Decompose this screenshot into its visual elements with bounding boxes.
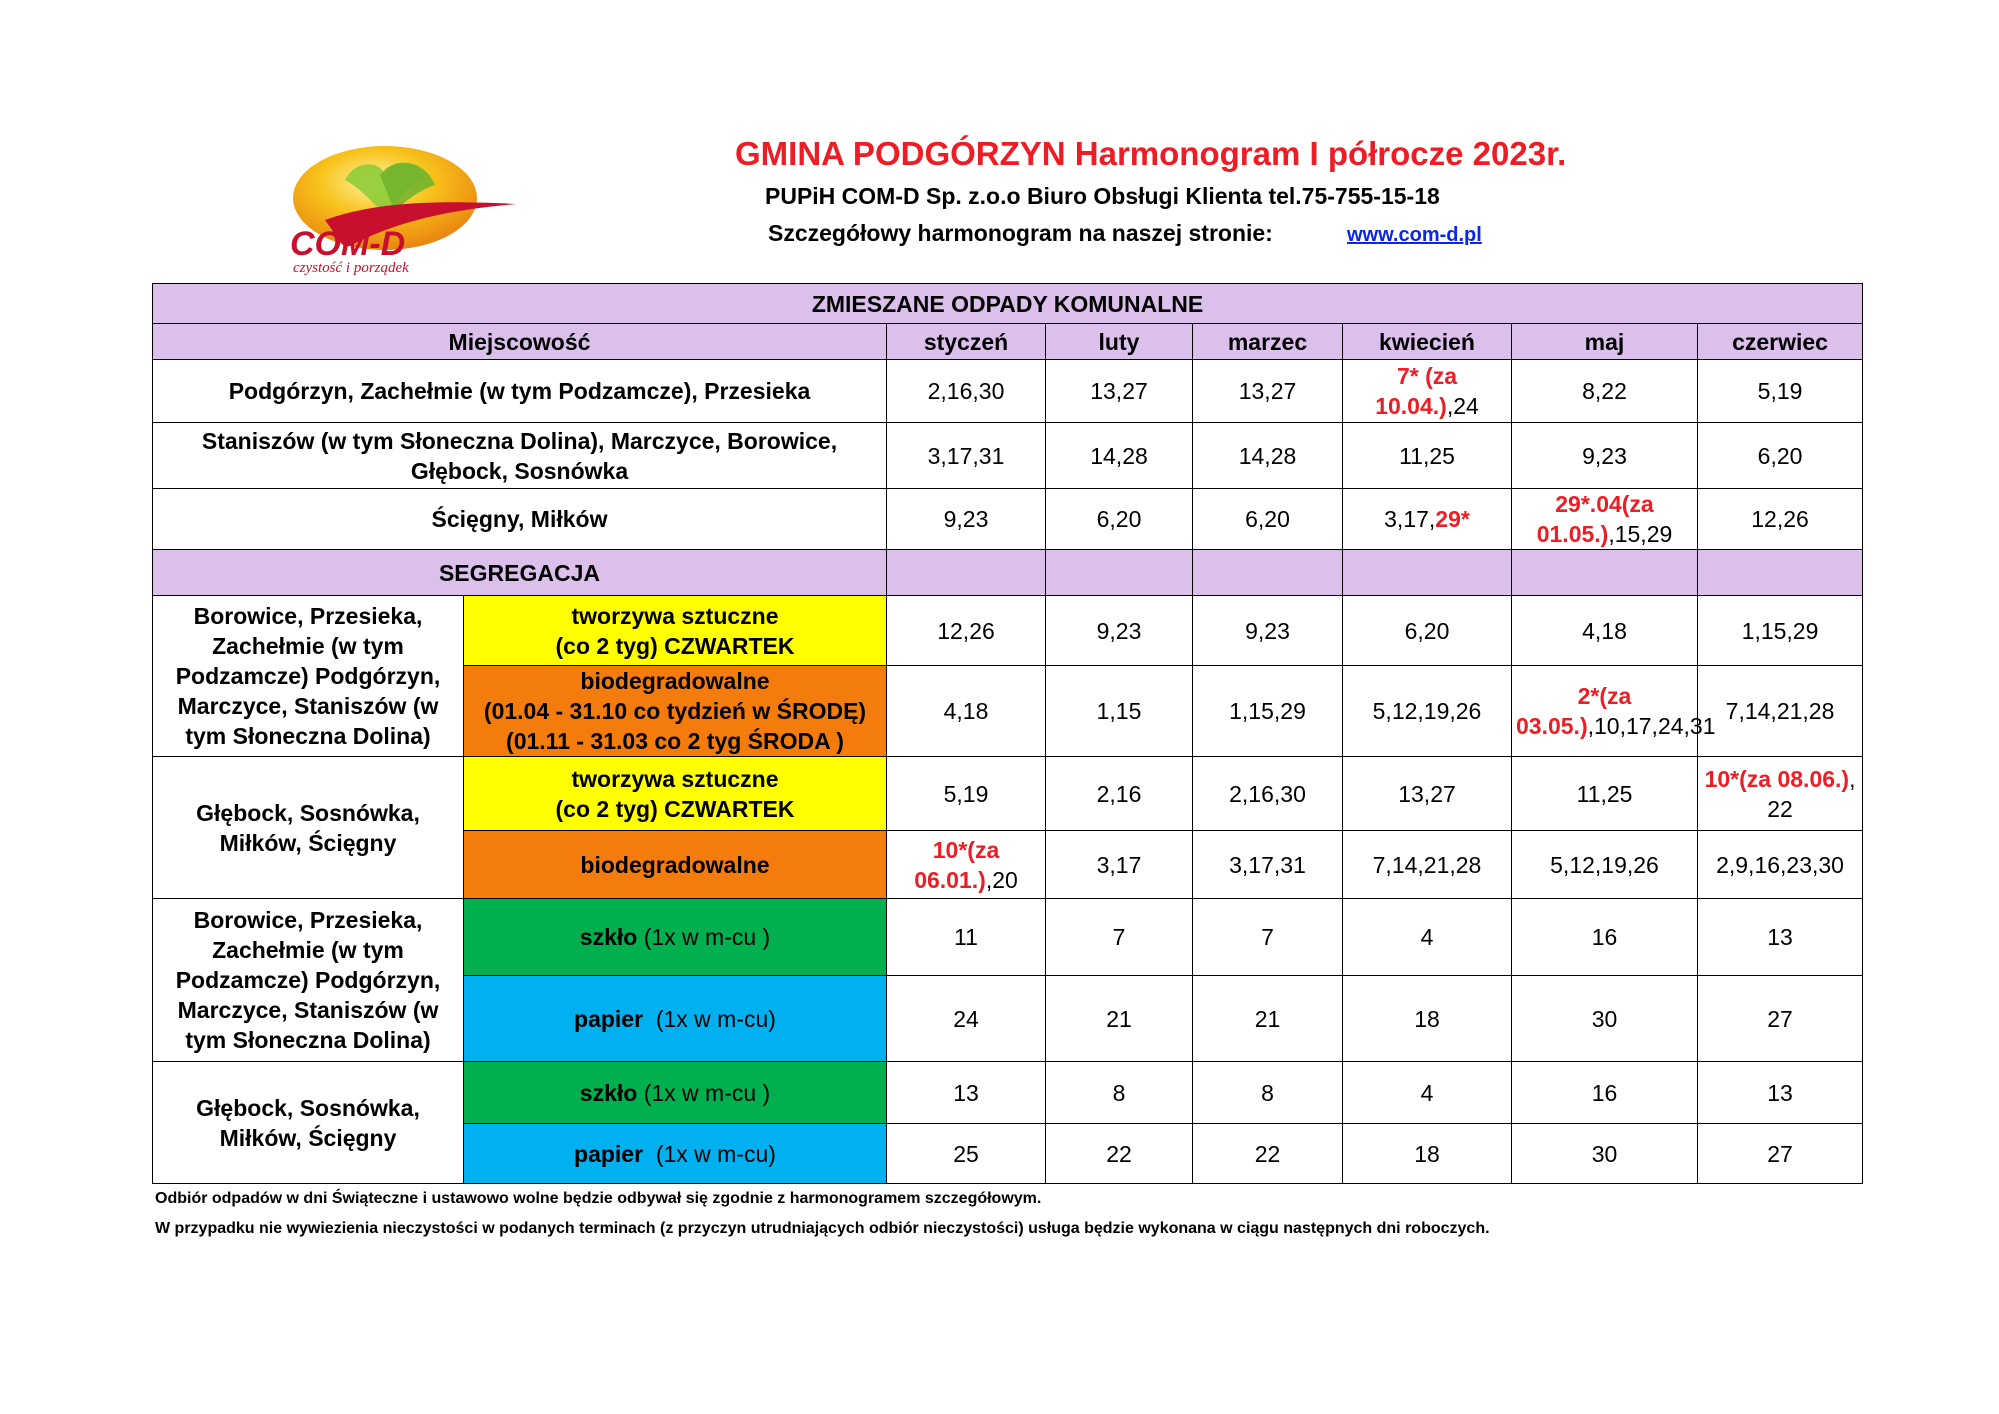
date-value: 4,18 bbox=[943, 698, 989, 724]
waste-category-frequency: (1x w m-cu ) bbox=[637, 924, 771, 950]
waste-category-cell bbox=[464, 666, 887, 757]
date-cell bbox=[887, 423, 1046, 489]
date-value: 12,26 bbox=[1751, 506, 1809, 532]
date-value: 2,16 bbox=[1096, 780, 1142, 807]
date-cell bbox=[1193, 899, 1343, 976]
waste-category-cell bbox=[464, 1124, 887, 1184]
table-row bbox=[153, 899, 1863, 976]
date-cell bbox=[1343, 423, 1512, 489]
date-value: 14,28 bbox=[1238, 442, 1297, 469]
waste-category-frequency: (1x w m-cu) bbox=[643, 1140, 776, 1167]
date-value: 22 bbox=[1254, 1140, 1281, 1167]
location-cell: Głębock, Sosnówka, Miłków, Ścięgny bbox=[153, 1062, 464, 1184]
location-cell: Podgórzyn, Zachełmie (w tym Podzamcze), Przesieka bbox=[153, 360, 887, 423]
date-value: 4,18 bbox=[1582, 617, 1627, 644]
waste-category-label: papier bbox=[574, 1005, 644, 1032]
date-value: 9,23 bbox=[1096, 617, 1142, 644]
empty-header-cell bbox=[1343, 550, 1512, 596]
date-value: 7 bbox=[1261, 924, 1274, 950]
date-value: 14,28 bbox=[1090, 442, 1148, 469]
date-value: 2,9,16,23,30 bbox=[1716, 851, 1844, 878]
waste-category-cell bbox=[464, 757, 887, 831]
empty-header-cell bbox=[1193, 550, 1343, 596]
date-cell bbox=[1046, 360, 1193, 423]
location-cell: Borowice, Przesieka, Zachełmie (w tym Podzamcze) Podgórzyn, Marczyce, Staniszów (w tym Słoneczna Dolina) bbox=[153, 899, 464, 1062]
exception-date: 2*(za 03.05.) bbox=[1516, 683, 1632, 739]
date-value: 18 bbox=[1414, 1005, 1440, 1032]
date-value: 2,16,30 bbox=[927, 378, 1005, 404]
date-cell bbox=[1343, 757, 1512, 831]
date-cell bbox=[887, 899, 1046, 976]
date-value: 30 bbox=[1591, 1005, 1618, 1032]
waste-category-cell bbox=[464, 1062, 887, 1124]
company-info: PUPiH COM-D Sp. z.o.o Biuro Obsługi Klienta tel.75-755-15-18 bbox=[765, 183, 1440, 209]
date-value: 8,22 bbox=[1582, 378, 1627, 404]
month-header: luty bbox=[1046, 324, 1193, 360]
date-value: 30 bbox=[1591, 1140, 1618, 1167]
date-cell bbox=[1698, 489, 1863, 550]
section-title-mixed: ZMIESZANE ODPADY KOMUNALNE bbox=[153, 284, 1863, 324]
date-value: 13 bbox=[1767, 924, 1793, 950]
date-value: 9,23 bbox=[1245, 617, 1290, 644]
date-cell bbox=[1698, 1062, 1863, 1124]
waste-category-frequency: (1x w m-cu ) bbox=[637, 1079, 771, 1106]
date-value: 9,23 bbox=[943, 506, 989, 532]
table-row bbox=[153, 360, 1863, 423]
waste-category-cell bbox=[464, 831, 887, 899]
date-cell bbox=[1698, 899, 1863, 976]
waste-category-schedule: (01.11 - 31.03 co 2 tyg ŚRODA ) bbox=[506, 728, 844, 754]
date-value: 22 bbox=[1106, 1140, 1132, 1167]
table-row bbox=[153, 423, 1863, 489]
date-cell bbox=[887, 1124, 1046, 1184]
waste-category-schedule: (01.04 - 31.10 co tydzień w ŚRODĘ) bbox=[483, 698, 867, 724]
date-cell bbox=[1046, 757, 1193, 831]
date-value: 13,27 bbox=[1090, 378, 1148, 404]
date-cell bbox=[1512, 1124, 1698, 1184]
date-value: 6,20 bbox=[1404, 617, 1450, 644]
date-value: 13,27 bbox=[1398, 780, 1456, 807]
date-value: 4 bbox=[1420, 924, 1434, 950]
date-cell bbox=[1046, 423, 1193, 489]
date-value: 3,17, bbox=[1384, 506, 1436, 532]
date-value: 3,17,31 bbox=[927, 442, 1005, 469]
date-cell bbox=[1343, 596, 1512, 666]
date-value: ,24 bbox=[1446, 393, 1479, 419]
date-cell bbox=[1512, 899, 1698, 976]
date-cell bbox=[887, 976, 1046, 1062]
date-cell bbox=[1343, 899, 1512, 976]
month-header: maj bbox=[1512, 324, 1698, 360]
date-value: 6,20 bbox=[1096, 506, 1142, 532]
date-cell bbox=[887, 1062, 1046, 1124]
svg-text:COM-D: COM-D bbox=[290, 225, 406, 263]
waste-category-cell bbox=[464, 976, 887, 1062]
date-value: 25 bbox=[953, 1140, 979, 1167]
exception-date: 10*(za 08.06.) bbox=[1704, 765, 1850, 792]
table-row bbox=[153, 757, 1863, 831]
date-cell bbox=[1046, 596, 1193, 666]
date-cell bbox=[1343, 831, 1512, 899]
date-cell bbox=[1512, 360, 1698, 423]
date-cell bbox=[1046, 831, 1193, 899]
date-cell bbox=[887, 360, 1046, 423]
month-header: czerwiec bbox=[1698, 324, 1863, 360]
location-cell: Głębock, Sosnówka, Miłków, Ścięgny bbox=[153, 757, 464, 899]
date-value: ,15,29 bbox=[1608, 521, 1673, 547]
date-cell bbox=[1046, 489, 1193, 550]
date-cell bbox=[1193, 423, 1343, 489]
date-cell bbox=[1512, 976, 1698, 1062]
date-cell bbox=[1512, 596, 1698, 666]
date-value: 5,12,19,26 bbox=[1372, 698, 1482, 724]
month-header: kwiecień bbox=[1343, 324, 1512, 360]
date-value: 7 bbox=[1112, 924, 1126, 950]
date-value: 11 bbox=[954, 924, 978, 950]
waste-category-label: szkło bbox=[579, 1079, 638, 1106]
date-value: 13 bbox=[1767, 1079, 1793, 1106]
com-d-logo bbox=[285, 140, 545, 275]
empty-header-cell bbox=[887, 550, 1046, 596]
date-cell bbox=[1698, 1124, 1863, 1184]
date-cell bbox=[1512, 757, 1698, 831]
date-cell bbox=[1343, 1062, 1512, 1124]
date-cell bbox=[1512, 489, 1698, 550]
date-cell bbox=[1343, 360, 1512, 423]
date-cell bbox=[1343, 666, 1512, 757]
date-cell bbox=[1046, 666, 1193, 757]
date-value: 13,27 bbox=[1238, 378, 1297, 404]
date-cell bbox=[1512, 423, 1698, 489]
date-cell bbox=[1193, 596, 1343, 666]
date-cell bbox=[1193, 1124, 1343, 1184]
date-cell bbox=[1193, 757, 1343, 831]
date-value: 6,20 bbox=[1245, 506, 1290, 532]
table-row bbox=[153, 596, 1863, 666]
date-value: 24 bbox=[953, 1005, 979, 1032]
date-cell bbox=[1343, 976, 1512, 1062]
empty-header-cell bbox=[1512, 550, 1698, 596]
date-cell bbox=[1698, 976, 1863, 1062]
website-link[interactable]: www.com-d.pl bbox=[1347, 224, 1482, 246]
date-cell bbox=[887, 489, 1046, 550]
empty-header-cell bbox=[1046, 550, 1193, 596]
date-value: ,20 bbox=[985, 866, 1018, 893]
date-cell bbox=[1343, 1124, 1512, 1184]
waste-category-label: szkło bbox=[579, 924, 638, 950]
date-value: 7,14,21,28 bbox=[1725, 698, 1835, 724]
empty-header-cell bbox=[1698, 550, 1863, 596]
waste-category-cell bbox=[464, 596, 887, 666]
exception-date: 29*.04(za 01.05.) bbox=[1536, 491, 1654, 547]
waste-category-label: biodegradowalne bbox=[580, 851, 770, 878]
date-value: 6,20 bbox=[1757, 442, 1803, 469]
date-value: 5,12,19,26 bbox=[1550, 851, 1659, 878]
date-value: 5,19 bbox=[943, 780, 989, 807]
date-cell bbox=[1193, 666, 1343, 757]
date-cell bbox=[1343, 489, 1512, 550]
date-value: 16 bbox=[1591, 924, 1618, 950]
date-value: 21 bbox=[1106, 1005, 1132, 1032]
date-value: 1,15,29 bbox=[1229, 698, 1306, 724]
date-value: 3,17,31 bbox=[1229, 851, 1306, 878]
date-cell bbox=[1193, 1062, 1343, 1124]
footer-note-holidays: Odbiór odpadów w dni Świąteczne i ustawowo wolne będzie odbywał się zgodnie z harmonogramem szczegółowym. bbox=[155, 1190, 1042, 1207]
date-value: 9,23 bbox=[1582, 442, 1627, 469]
date-cell bbox=[1512, 666, 1716, 757]
waste-category-schedule: (co 2 tyg) CZWARTEK bbox=[555, 632, 795, 659]
waste-category-label: tworzywa sztuczne bbox=[571, 765, 779, 792]
date-cell bbox=[1512, 831, 1698, 899]
location-cell: Ścięgny, Miłków bbox=[153, 489, 887, 550]
date-cell bbox=[1046, 1062, 1193, 1124]
date-value: , 22 bbox=[1767, 765, 1856, 822]
date-value: 16 bbox=[1591, 1079, 1618, 1106]
date-value: 1,15,29 bbox=[1741, 617, 1819, 644]
page-title: GMINA PODGÓRZYN Harmonogram I półrocze 2023r. bbox=[735, 135, 1567, 172]
waste-category-frequency: (1x w m-cu) bbox=[643, 1005, 776, 1032]
date-cell bbox=[1046, 899, 1193, 976]
column-header-location: Miejscowość bbox=[153, 324, 887, 360]
table-row bbox=[153, 1062, 1863, 1124]
date-cell bbox=[887, 666, 1046, 757]
date-cell bbox=[1512, 1062, 1698, 1124]
date-value: 2,16,30 bbox=[1229, 780, 1306, 807]
section-title-segregation: SEGREGACJA bbox=[153, 550, 887, 596]
location-cell: Staniszów (w tym Słoneczna Dolina), Marczyce, Borowice, Głębock, Sosnówka bbox=[153, 423, 887, 489]
date-value: 3,17 bbox=[1096, 851, 1142, 878]
details-text: Szczegółowy harmonogram na naszej stronie: bbox=[768, 220, 1273, 246]
date-value: 8 bbox=[1112, 1079, 1126, 1106]
date-value: 13 bbox=[953, 1079, 979, 1106]
date-value: ,10,17,24,31 bbox=[1587, 713, 1716, 739]
date-cell bbox=[1698, 360, 1863, 423]
date-value: 27 bbox=[1767, 1140, 1793, 1167]
exception-date: 7* (za 10.04.) bbox=[1375, 363, 1458, 419]
date-value: 11,25 bbox=[1576, 780, 1633, 807]
exception-date: 29* bbox=[1435, 506, 1470, 532]
waste-category-label: tworzywa sztuczne bbox=[571, 602, 779, 629]
waste-category-label: papier bbox=[574, 1140, 644, 1167]
date-cell bbox=[1698, 666, 1863, 757]
waste-category-label: biodegradowalne bbox=[580, 668, 770, 694]
date-cell bbox=[887, 831, 1046, 899]
date-value: 5,19 bbox=[1757, 378, 1803, 404]
schedule-table bbox=[152, 283, 1863, 1184]
date-cell bbox=[1193, 831, 1343, 899]
date-cell bbox=[1698, 423, 1863, 489]
date-cell bbox=[1193, 360, 1343, 423]
month-header: marzec bbox=[1193, 324, 1343, 360]
date-value: 18 bbox=[1414, 1140, 1440, 1167]
date-cell bbox=[887, 757, 1046, 831]
date-value: 27 bbox=[1767, 1005, 1793, 1032]
date-value: 11,25 bbox=[1399, 442, 1455, 469]
footer-note-delay: W przypadku nie wywiezienia nieczystości w podanych terminach (z przyczyn utrudniających odbiór nieczystości) usługa będzie wykonana w ciągu następnych dni roboczych. bbox=[155, 1220, 1490, 1237]
date-value: 12,26 bbox=[937, 617, 995, 644]
date-cell bbox=[887, 596, 1046, 666]
month-header: styczeń bbox=[887, 324, 1046, 360]
date-cell bbox=[1046, 1124, 1193, 1184]
table-row bbox=[153, 489, 1863, 550]
exception-date: 10*(za 06.01.) bbox=[914, 836, 1000, 893]
date-cell bbox=[1698, 596, 1863, 666]
date-cell bbox=[1193, 489, 1343, 550]
waste-category-schedule: (co 2 tyg) CZWARTEK bbox=[555, 795, 795, 822]
date-cell bbox=[1698, 831, 1863, 899]
date-cell bbox=[1193, 976, 1343, 1062]
date-value: 4 bbox=[1420, 1079, 1434, 1106]
svg-text:czystość i porządek: czystość i porządek bbox=[293, 260, 409, 276]
date-value: 1,15 bbox=[1096, 698, 1142, 724]
date-value: 7,14,21,28 bbox=[1372, 851, 1482, 878]
waste-category-cell bbox=[464, 899, 887, 976]
date-value: 21 bbox=[1254, 1005, 1281, 1032]
date-cell bbox=[1046, 976, 1193, 1062]
date-cell bbox=[1698, 757, 1863, 831]
location-cell: Borowice, Przesieka, Zachełmie (w tym Podzamcze) Podgórzyn, Marczyce, Staniszów (w tym Słoneczna Dolina) bbox=[153, 596, 464, 757]
date-value: 8 bbox=[1261, 1079, 1274, 1106]
